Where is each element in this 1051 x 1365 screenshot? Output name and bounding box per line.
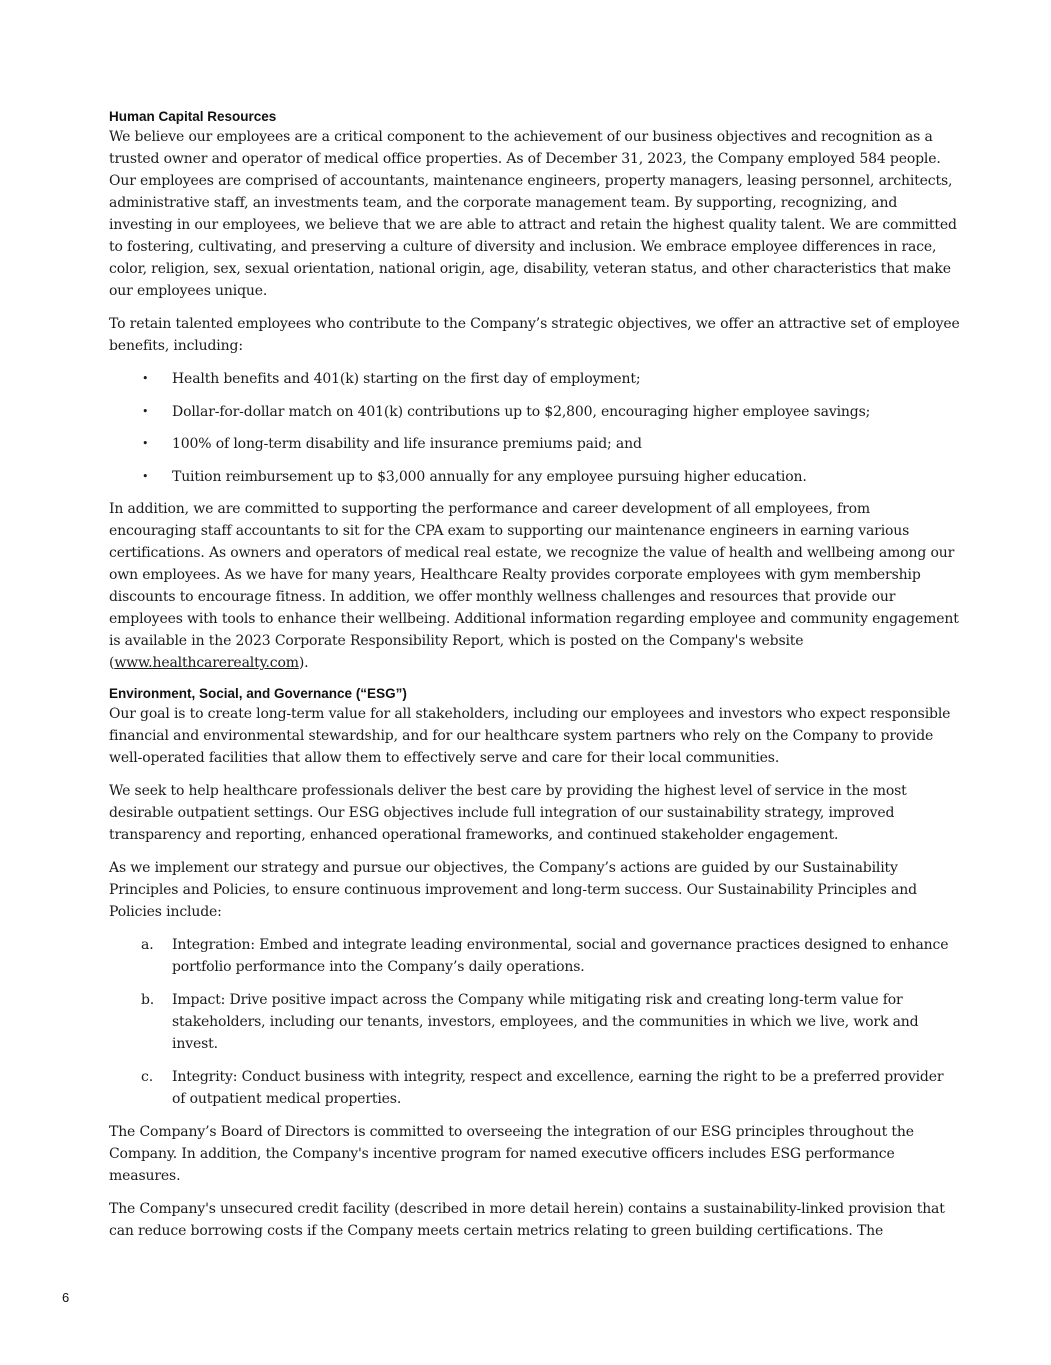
- bullet-icon: •: [142, 372, 149, 385]
- list-item: [109, 401, 961, 423]
- list-item-text: Integration: Embed and integrate leading environmental, social and governance practices designed to enhance portfolio performance into the Company’s daily operations.: [172, 937, 949, 975]
- list-item: [109, 368, 961, 390]
- paragraph: Our goal is to create long-term value for all stakeholders, including our employees and investors who expect responsible financial and environmental stewardship, and for our healthcare system partners who rely on the Company to provide well-operated facilities that allow them to effectively serve and care for their local communities.: [109, 706, 951, 766]
- paragraph: We seek to help healthcare professionals deliver the best care by providing the highest level of service in the most desirable outpatient settings. Our ESG objectives include full integration of our sustainability strategy, improved transparency and reporting, enhanced operational frameworks, and continued stakeholder engagement.: [109, 783, 907, 843]
- list-item-text: Integrity: Conduct business with integrity, respect and excellence, earning the right to be a preferred provider of outpatient medical properties.: [172, 1069, 944, 1107]
- paragraph: As we implement our strategy and pursue our objectives, the Company’s actions are guided by our Sustainability Principles and Policies, to ensure continuous improvement and long-term success. Our Sustainability Principles and Policies include:: [109, 860, 917, 920]
- list-item: [109, 989, 961, 1055]
- section-heading-human-capital: Human Capital Resources: [109, 109, 277, 124]
- bullet-icon: •: [142, 404, 149, 418]
- paragraph-text: In addition, we are committed to supporting the performance and career development of all employees, from encouraging staff accountants to sit for the CPA exam to supporting our maintenance engineers in earning various certifications. As owners and operators of medical real estate, we recognize the value of health and wellbeing among our own employees. As we have for many years, Healthcare Realty provides corporate employees with gym membership discounts to encourage fitness. In addition, we offer monthly wellness challenges and resources that provide our employees with tools to enhance their wellbeing. Additional information regarding employee and community engagement is available in the 2023 Corporate Responsibility Report, which is posted on the Company's website (: [109, 501, 959, 671]
- website-link[interactable]: www.healthcarerealty.com: [114, 655, 299, 671]
- list-item-text: Dollar-for-dollar match on 401(k) contributions up to $2,800, encouraging higher employee savings;: [172, 403, 871, 420]
- paragraph: The Company's unsecured credit facility (described in more detail herein) contains a sustainability-linked provision that can reduce borrowing costs if the Company meets certain metrics relating to green building certifications. The: [109, 1201, 945, 1239]
- paragraph: The Company’s Board of Directors is committed to overseeing the integration of our ESG principles throughout the Company. In addition, the Company's incentive program for named executive officers includes ESG performance measures.: [109, 1124, 914, 1184]
- page-number: 6: [62, 1290, 70, 1305]
- benefits-list: [109, 368, 961, 488]
- list-item-text: Tuition reimbursement up to $3,000 annually for any employee pursuing higher education.: [172, 468, 807, 485]
- paragraph: [109, 498, 961, 674]
- list-marker: b.: [141, 992, 155, 1008]
- list-item-text: Health benefits and 401(k) starting on the first day of employment;: [172, 371, 641, 387]
- paragraph: To retain talented employees who contribute to the Company’s strategic objectives, we offer an attractive set of employee benefits, including:: [109, 316, 960, 354]
- list-item: [109, 1066, 961, 1110]
- paragraph-text-end: ).: [298, 655, 309, 671]
- list-item-text: 100% of long-term disability and life insurance premiums paid; and: [172, 436, 642, 452]
- bullet-icon: •: [142, 469, 149, 483]
- list-item-text: Impact: Drive positive impact across the Company while mitigating risk and creating long-term value for stakeholders, including our tenants, investors, employees, and the communities in which we live, work and invest.: [172, 992, 919, 1052]
- paragraph: We believe our employees are a critical component to the achievement of our business objectives and recognition as a trusted owner and operator of medical office properties. As of December 31, 2023, the Company employed 584 people. Our employees are comprised of accountants, maintenance engineers, property managers, leasing personnel, architects, administrative staff, an investments team, and the corporate management team. By supporting, recognizing, and investing in our employees, we believe that we are able to attract and retain the highest quality talent. We are committed to fostering, cultivating, and preserving a culture of diversity and inclusion. We embrace employee differences in race, color, religion, sex, sexual orientation, national origin, age, disability, veteran status, and other characteristics that make our employees unique.: [109, 129, 957, 299]
- list-marker: a.: [141, 937, 154, 953]
- list-item: [109, 934, 961, 978]
- list-item: [109, 466, 961, 488]
- principles-list: [109, 934, 961, 1110]
- list-marker: c.: [141, 1069, 153, 1085]
- document-page: [109, 108, 961, 1253]
- section-heading-esg: Environment, Social, and Governance (“ESG”): [109, 686, 407, 701]
- bullet-icon: •: [142, 437, 149, 450]
- list-item: [109, 433, 961, 455]
